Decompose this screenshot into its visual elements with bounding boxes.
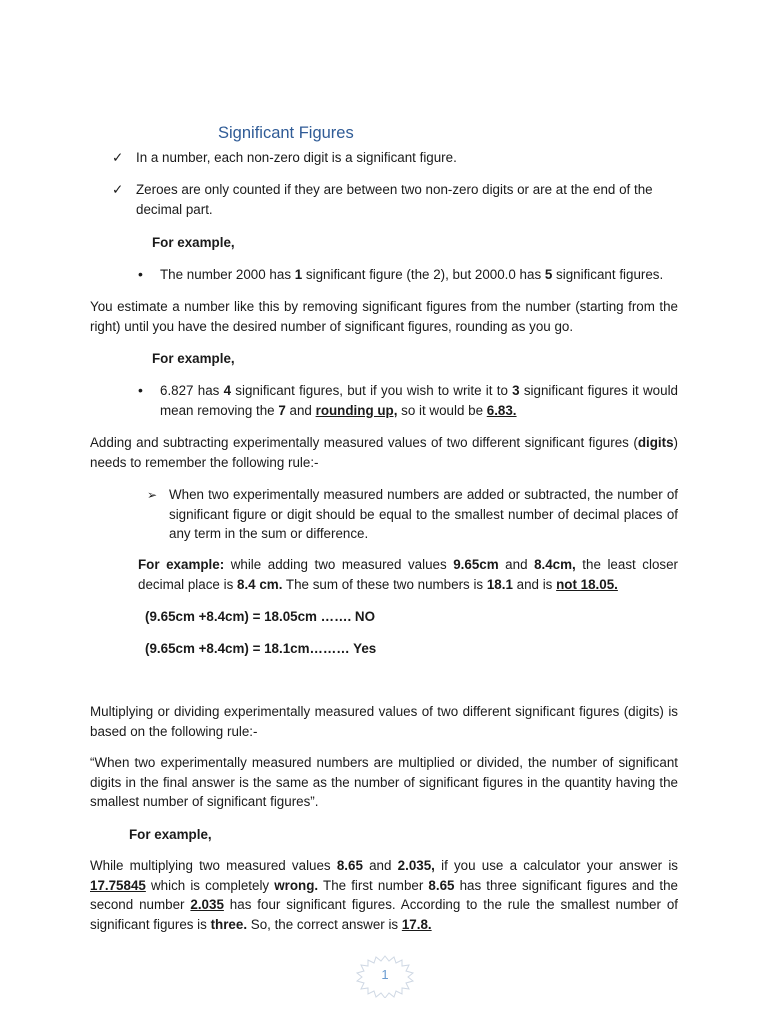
- quote-rule: “When two experimentally measured numbers are multiplied or divided, the number of significant digits in the final answer is the same as the number of significant figures in the quantity having the smallest number of significant figures”.: [90, 755, 678, 810]
- page-number: 1: [381, 967, 389, 982]
- page-title: Significant Figures: [218, 124, 354, 142]
- checkmark-icon: ✓: [112, 182, 124, 197]
- checkmark-icon: ✓: [112, 150, 124, 165]
- example-multiply: While multiplying two measured values 8.65 and 2.035, if you use a calculator your answer is 17.75845 which is completely wrong. The first number 8.65 has three significant figures and the second number 2.035 has four significant figures. According to the rule the smallest number of significant figures is three. So, the correct answer is 17.8.: [90, 858, 679, 932]
- for-example-label: For example,: [152, 235, 235, 250]
- rule-add-subtract: When two experimentally measured numbers are added or subtracted, the number of significant figure or digit should be equal to the smallest number of decimal places of any term in the sum or difference.: [169, 487, 678, 542]
- bullet-item-6827: 6.827 has 4 significant figures, but if you wish to write it to 3 significant figures it would mean removing the 7 and rounding up, so it would be 6.83.: [160, 383, 678, 418]
- bullet-icon: •: [138, 382, 143, 398]
- paragraph-adding: Adding and subtracting experimentally measured values of two different significant figures (digits) needs to remember the following rule:-: [90, 435, 678, 470]
- for-example-label: For example,: [129, 827, 212, 842]
- example-add: For example: while adding two measured values 9.65cm and 8.4cm, the least closer decimal place is 8.4 cm. The sum of these two numbers is 18.1 and is not 18.05.: [138, 557, 678, 592]
- bullet-item-2000: The number 2000 has 1 significant figure (the 2), but 2000.0 has 5 significant figures.: [160, 267, 664, 282]
- paragraph-multiply: Multiplying or dividing experimentally measured values of two different significant figures (digits) is based on the following rule:-: [90, 704, 678, 739]
- paragraph-estimate: You estimate a number like this by removing significant figures from the number (starting from the right) until you have the desired number of significant figures, rounding as you go.: [90, 299, 678, 334]
- arrow-bullet-icon: ➢: [147, 488, 158, 502]
- check-item-2: Zeroes are only counted if they are between two non-zero digits or are at the end of the decimal part.: [136, 182, 653, 217]
- equation-no: (9.65cm +8.4cm) = 18.05cm ……. NO: [145, 609, 375, 624]
- for-example-label: For example,: [152, 351, 235, 366]
- equation-yes: (9.65cm +8.4cm) = 18.1cm……… Yes: [145, 641, 377, 656]
- check-item-1: In a number, each non-zero digit is a significant figure.: [136, 150, 457, 165]
- bullet-icon: •: [138, 266, 143, 282]
